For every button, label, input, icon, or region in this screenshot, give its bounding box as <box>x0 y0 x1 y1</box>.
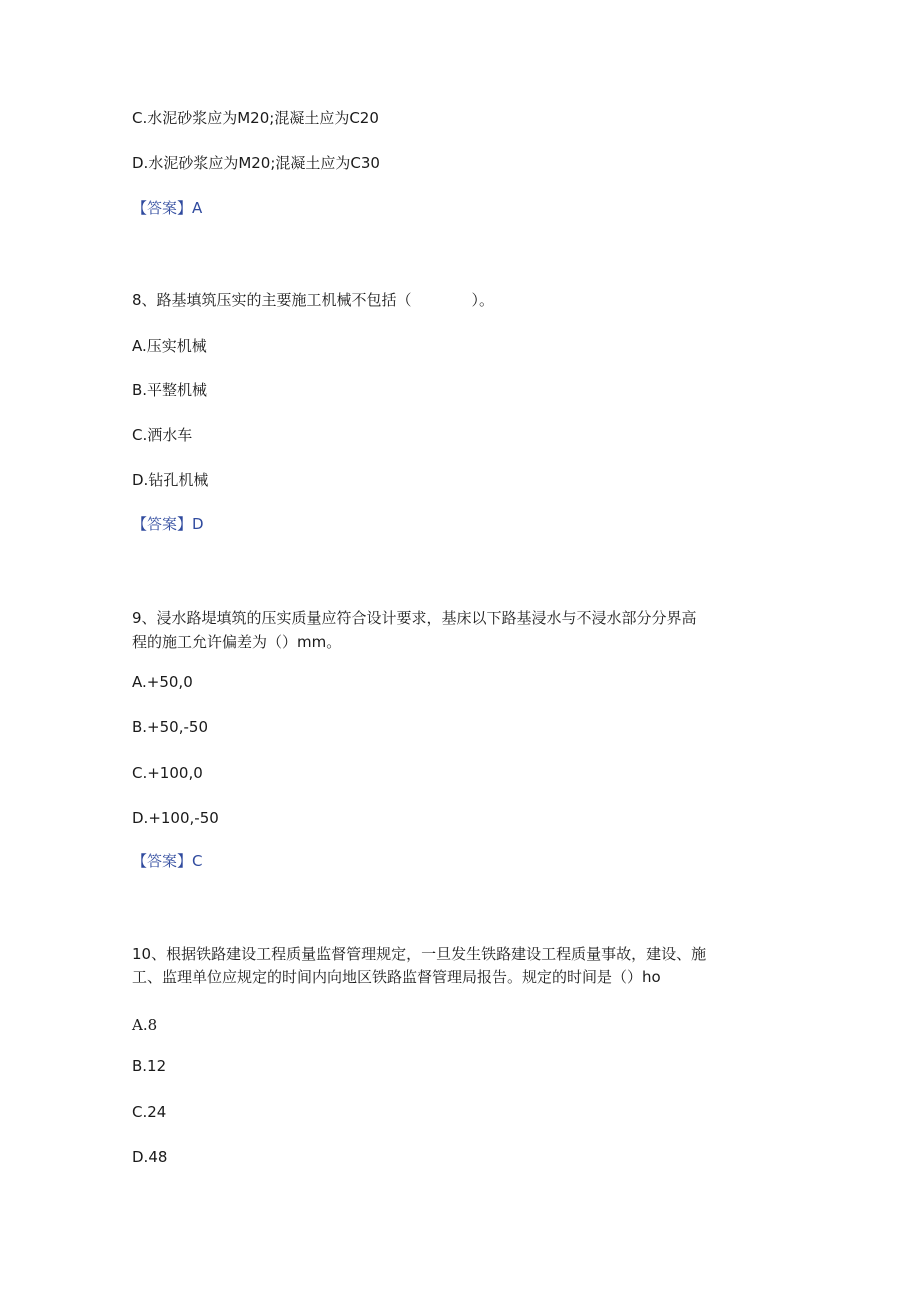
q8-option-b: B.平整机械 <box>132 381 208 399</box>
q8-option-a: A.压实机械 <box>132 337 207 355</box>
q7-option-d: D.水泥砂浆应为M20;混凝土应为C30 <box>132 154 380 172</box>
q9-option-a: A.+50,0 <box>132 673 193 691</box>
q7-option-c: C.水泥砂浆应为M20;混凝土应为C20 <box>132 109 379 127</box>
q7-answer: 【答案】A <box>132 199 203 217</box>
q9-option-b: B.+50,-50 <box>132 718 208 736</box>
q8-option-d: D.钻孔机械 <box>132 471 209 489</box>
q9-answer: 【答案】C <box>132 852 203 870</box>
q10-stem-line-1: 10、根据铁路建设工程质量监督管理规定，一旦发生铁路建设工程质量事故，建设、施 <box>132 945 707 963</box>
q10-option-a: A.8 <box>132 1016 158 1034</box>
q8-option-c: C.洒水车 <box>132 426 193 444</box>
q9-option-d: D.+100,-50 <box>132 809 219 827</box>
q10-option-d: D.48 <box>132 1148 168 1166</box>
q9-stem-line-1: 9、浸水路堤填筑的压实质量应符合设计要求，基床以下路基浸水与不浸水部分分界高 <box>132 609 697 627</box>
q8-answer: 【答案】D <box>132 515 204 533</box>
q8-stem: 8、路基填筑压实的主要施工机械不包括（ ）。 <box>132 291 495 309</box>
q9-stem-line-2: 程的施工允许偏差为（）mm。 <box>132 633 342 651</box>
q10-option-b: B.12 <box>132 1057 167 1075</box>
q9-option-c: C.+100,0 <box>132 764 203 782</box>
q10-stem-line-2: 工、监理单位应规定的时间内向地区铁路监督管理局报告。规定的时间是（）ho <box>132 968 661 986</box>
q10-option-c: C.24 <box>132 1103 167 1121</box>
